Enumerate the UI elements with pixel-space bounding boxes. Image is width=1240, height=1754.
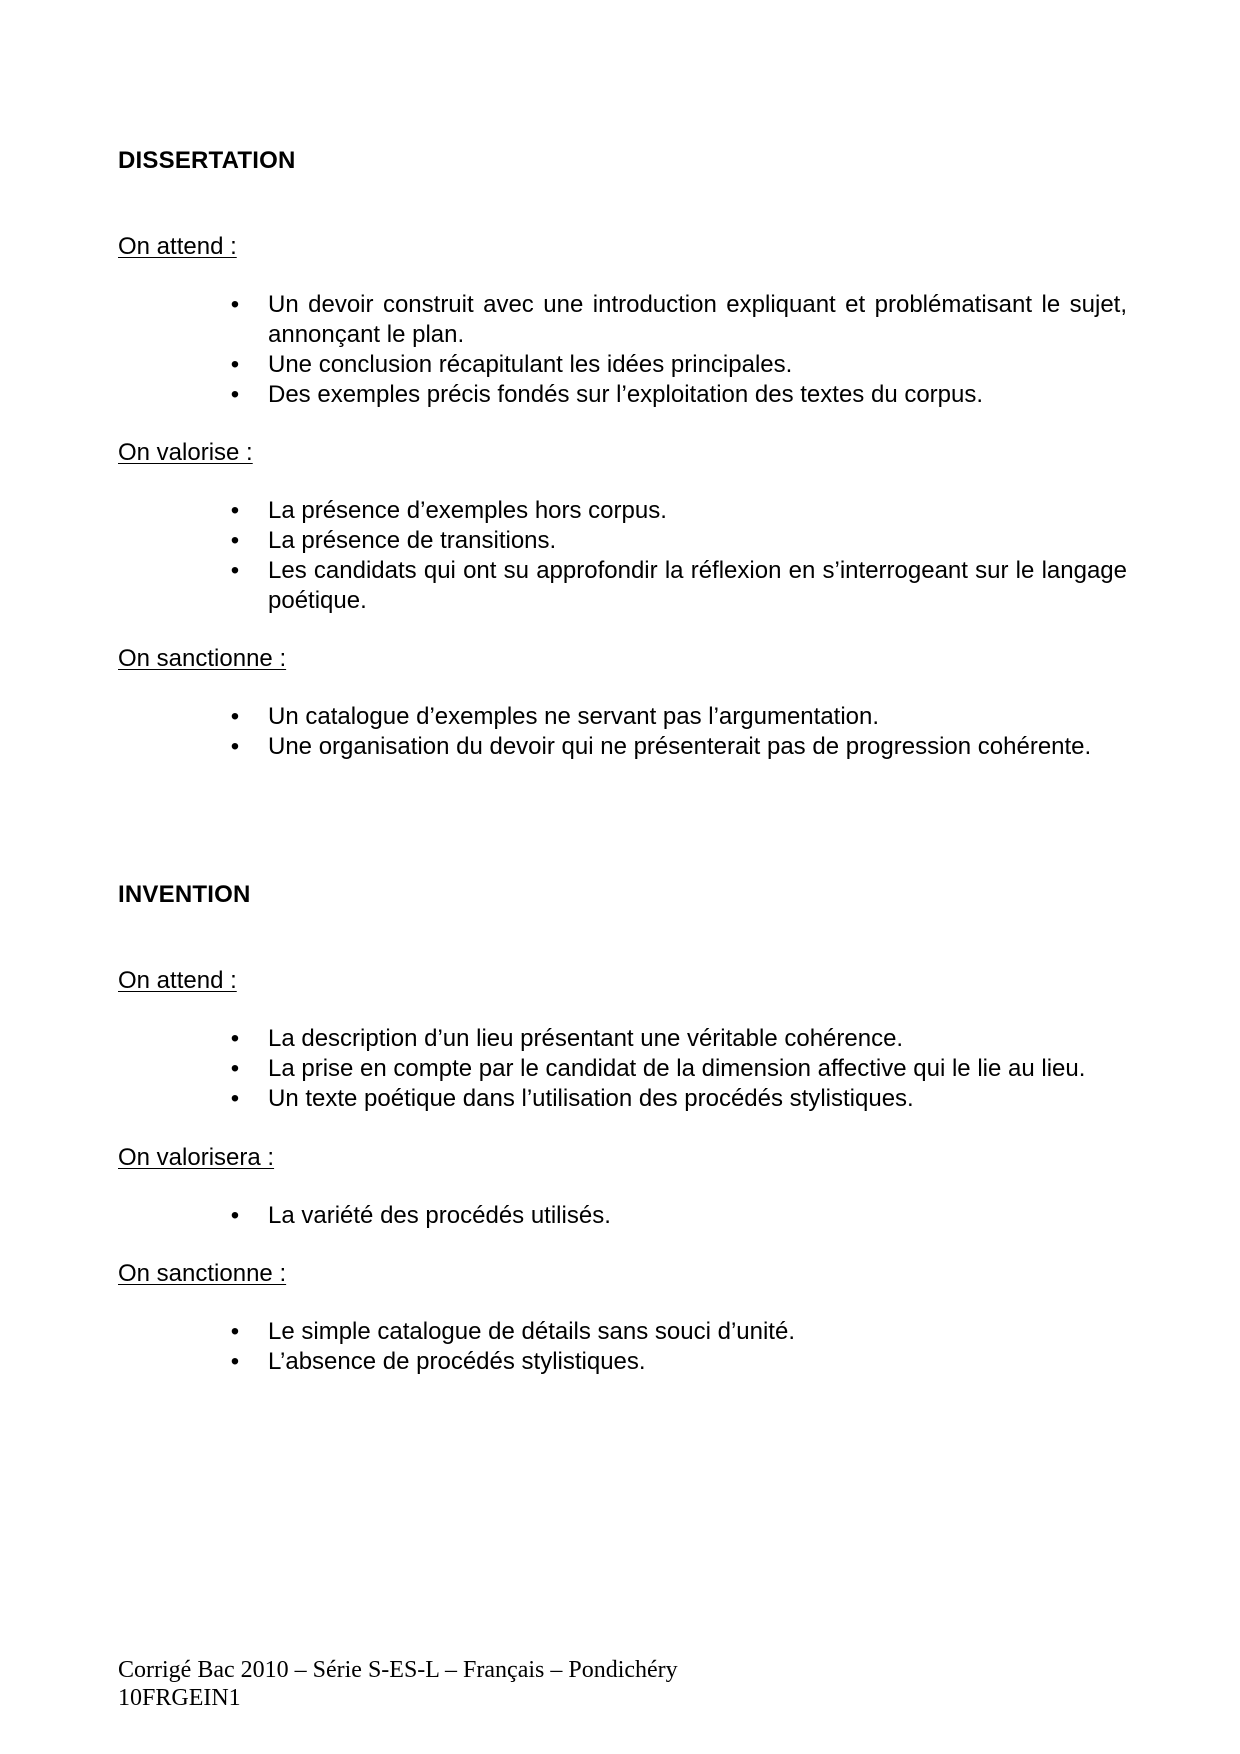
section-title-dissertation: DISSERTATION — [118, 147, 296, 174]
list-item: • La description d’un lieu présentant une véritable cohérence. — [227, 1024, 1127, 1054]
invention-valorisera-list — [227, 1201, 1127, 1231]
invention-sanctionne-heading: On sanctionne : — [118, 1260, 287, 1287]
list-item: • Un catalogue d’exemples ne servant pas l’argumentation. — [227, 702, 1127, 732]
footer-line-2: 10FRGEIN1 — [118, 1685, 241, 1711]
bullet-icon: • — [230, 733, 240, 760]
page-footer — [118, 1656, 678, 1712]
list-item: • Les candidats qui ont su approfondir la réflexion en s’interrogeant sur le langage poétique. — [227, 556, 1127, 616]
bullet-icon: • — [230, 527, 240, 554]
invention-attend-heading: On attend : — [118, 967, 237, 994]
list-item: • La présence d’exemples hors corpus. — [227, 496, 1127, 526]
dissertation-valorise-heading: On valorise : — [118, 439, 253, 466]
dissertation-attend-heading: On attend : — [118, 233, 237, 260]
dissertation-attend-list — [227, 290, 1127, 410]
list-item: • L’absence de procédés stylistiques. — [227, 1347, 1127, 1377]
bullet-icon: • — [230, 497, 240, 524]
bullet-icon: • — [230, 351, 240, 378]
bullet-icon: • — [230, 1318, 240, 1345]
dissertation-sanctionne-heading: On sanctionne : — [118, 645, 287, 672]
list-item: • Le simple catalogue de détails sans souci d’unité. — [227, 1317, 1127, 1347]
invention-sanctionne-list — [227, 1317, 1127, 1377]
list-item: • Des exemples précis fondés sur l’exploitation des textes du corpus. — [227, 380, 1127, 410]
bullet-icon: • — [230, 1025, 240, 1052]
section-title-invention: INVENTION — [118, 881, 251, 908]
dissertation-sanctionne-list — [227, 702, 1127, 762]
list-item: • Un texte poétique dans l’utilisation des procédés stylistiques. — [227, 1084, 1127, 1114]
bullet-icon: • — [230, 1348, 240, 1375]
bullet-icon: • — [230, 703, 240, 730]
invention-valorisera-heading: On valorisera : — [118, 1144, 275, 1171]
list-item: • La variété des procédés utilisés. — [227, 1201, 1127, 1231]
list-item: • Un devoir construit avec une introduction expliquant et problématisant le sujet, annonçant le plan. — [227, 290, 1127, 350]
list-item: • La prise en compte par le candidat de la dimension affective qui le lie au lieu. — [227, 1054, 1127, 1084]
list-item: • Une conclusion récapitulant les idées principales. — [227, 350, 1127, 380]
list-item: • Une organisation du devoir qui ne présenterait pas de progression cohérente. — [227, 732, 1127, 762]
dissertation-valorise-list — [227, 496, 1127, 616]
footer-line-1: Corrigé Bac 2010 – Série S-ES-L – Français – Pondichéry — [118, 1657, 678, 1683]
bullet-icon: • — [230, 1085, 240, 1112]
invention-attend-list — [227, 1024, 1127, 1114]
bullet-icon: • — [230, 291, 240, 318]
bullet-icon: • — [230, 557, 240, 584]
bullet-icon: • — [230, 381, 240, 408]
list-item: • La présence de transitions. — [227, 526, 1127, 556]
bullet-icon: • — [230, 1055, 240, 1082]
bullet-icon: • — [230, 1202, 240, 1229]
